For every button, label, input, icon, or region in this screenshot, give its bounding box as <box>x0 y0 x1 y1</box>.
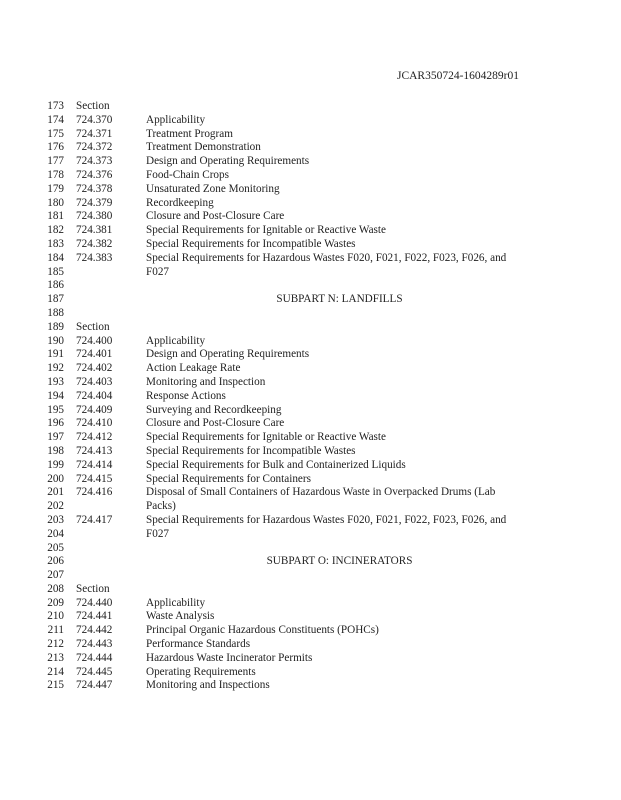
line-number: 197 <box>47 431 64 444</box>
section-title: Treatment Demonstration <box>146 141 261 154</box>
section-title: Special Requirements for Incompatible Wastes <box>146 444 356 457</box>
text-line <box>0 362 621 376</box>
section-title: Food-Chain Crops <box>146 168 229 181</box>
line-number: 209 <box>47 596 64 609</box>
line-number: 207 <box>47 569 64 582</box>
line-number: 186 <box>47 279 64 292</box>
line-number: 175 <box>47 127 64 140</box>
text-line <box>0 500 621 514</box>
line-number: 206 <box>47 555 64 568</box>
section-title: Design and Operating Requirements <box>146 348 310 361</box>
section-title: Special Requirements for Containers <box>146 472 311 485</box>
text-line <box>0 652 621 666</box>
section-number: 724.373 <box>76 155 113 168</box>
section-number: Section <box>76 582 110 595</box>
line-number: 189 <box>47 320 64 333</box>
section-title: Recordkeeping <box>146 196 214 209</box>
text-line <box>0 555 621 569</box>
text-line <box>0 335 621 349</box>
line-number: 195 <box>47 403 64 416</box>
line-number: 173 <box>47 100 64 112</box>
section-number: 724.401 <box>76 348 113 361</box>
line-number: 212 <box>47 638 64 651</box>
section-title: Special Requirements for Bulk and Containerized Liquids <box>146 458 406 471</box>
section-number: 724.380 <box>76 210 113 223</box>
line-number: 185 <box>47 265 64 278</box>
line-number: 178 <box>47 168 64 181</box>
text-line <box>0 210 621 224</box>
section-number: 724.443 <box>76 638 113 651</box>
section-title: Response Actions <box>146 389 226 402</box>
section-number: Section <box>76 320 110 333</box>
line-number: 193 <box>47 375 64 388</box>
text-line <box>0 404 621 418</box>
text-line <box>0 307 621 321</box>
text-line <box>0 390 621 404</box>
section-title: F027 <box>146 265 170 278</box>
section-title: Special Requirements for Hazardous Wastes F020, F021, F022, F023, F026, and <box>146 251 507 264</box>
text-line <box>0 100 621 114</box>
section-number: 724.413 <box>76 444 113 457</box>
line-number: 177 <box>47 155 64 168</box>
line-number: 204 <box>47 527 64 540</box>
section-title: Special Requirements for Hazardous Wastes F020, F021, F022, F023, F026, and <box>146 513 507 526</box>
section-title: Principal Organic Hazardous Constituents (POHCs) <box>146 624 379 637</box>
section-title: Special Requirements for Ignitable or Reactive Waste <box>146 431 386 444</box>
text-line <box>0 417 621 431</box>
section-title: Special Requirements for Incompatible Wastes <box>146 237 356 250</box>
section-title: Closure and Post-Closure Care <box>146 210 285 223</box>
text-line <box>0 666 621 680</box>
text-line <box>0 348 621 362</box>
section-number: 724.447 <box>76 679 113 692</box>
line-number: 190 <box>47 334 64 347</box>
section-number: 724.409 <box>76 403 113 416</box>
line-number: 181 <box>47 210 64 223</box>
subpart-heading: SUBPART O: INCINERATORS <box>266 555 413 568</box>
section-title: Performance Standards <box>146 638 251 651</box>
line-number: 194 <box>47 389 64 402</box>
section-number: 724.442 <box>76 624 113 637</box>
text-line <box>0 197 621 211</box>
text-line <box>0 514 621 528</box>
line-number: 176 <box>47 141 64 154</box>
section-number: 724.376 <box>76 168 113 181</box>
line-number: 213 <box>47 651 64 664</box>
line-number: 187 <box>47 293 64 306</box>
line-number: 211 <box>47 624 64 637</box>
line-number: 182 <box>47 224 64 237</box>
line-number: 210 <box>47 610 64 623</box>
section-title: Design and Operating Requirements <box>146 155 310 168</box>
line-number: 174 <box>47 113 64 126</box>
section-number: 724.378 <box>76 182 113 195</box>
section-number: 724.444 <box>76 651 113 664</box>
text-line <box>0 238 621 252</box>
line-number: 184 <box>47 251 64 264</box>
section-title: Waste Analysis <box>146 610 215 623</box>
text-line <box>0 169 621 183</box>
text-line <box>0 321 621 335</box>
text-line <box>0 473 621 487</box>
text-line <box>0 293 621 307</box>
section-title: Action Leakage Rate <box>146 362 241 375</box>
text-line <box>0 624 621 638</box>
section-number: 724.416 <box>76 486 113 499</box>
text-line <box>0 542 621 556</box>
section-title: Disposal of Small Containers of Hazardous Waste in Overpacked Drums (Lab <box>146 486 496 499</box>
section-title: Closure and Post-Closure Care <box>146 417 285 430</box>
line-number: 215 <box>47 679 64 692</box>
section-title: Operating Requirements <box>146 665 256 678</box>
section-number: 724.414 <box>76 458 113 471</box>
section-number: Section <box>76 100 110 112</box>
section-number: 724.383 <box>76 251 113 264</box>
text-line <box>0 445 621 459</box>
section-title: Treatment Program <box>146 127 233 140</box>
section-number: 724.404 <box>76 389 113 402</box>
text-line <box>0 638 621 652</box>
line-number: 201 <box>47 486 64 499</box>
text-line <box>0 183 621 197</box>
section-title: F027 <box>146 527 170 540</box>
document-id: JCAR350724-1604289r01 <box>396 70 519 82</box>
line-number: 180 <box>47 196 64 209</box>
section-title: Special Requirements for Ignitable or Reactive Waste <box>146 224 386 237</box>
section-number: 724.403 <box>76 375 113 388</box>
section-number: 724.440 <box>76 596 113 609</box>
section-title: Monitoring and Inspection <box>146 375 266 388</box>
line-number: 214 <box>47 665 64 678</box>
text-line <box>0 279 621 293</box>
section-number: 724.445 <box>76 665 113 678</box>
text-line <box>0 376 621 390</box>
section-number: 724.372 <box>76 141 113 154</box>
text-line <box>0 431 621 445</box>
section-title: Hazardous Waste Incinerator Permits <box>146 651 313 664</box>
line-number: 191 <box>47 348 64 361</box>
text-line <box>0 224 621 238</box>
line-number: 192 <box>47 362 64 375</box>
text-line <box>0 679 621 693</box>
section-number: 724.441 <box>76 610 113 623</box>
subpart-heading: SUBPART N: LANDFILLS <box>276 293 403 306</box>
section-number: 724.412 <box>76 431 113 444</box>
section-title: Monitoring and Inspections <box>146 679 270 692</box>
section-title: Applicability <box>146 334 206 347</box>
section-title: Applicability <box>146 113 206 126</box>
line-number: 188 <box>47 306 64 319</box>
line-number: 202 <box>47 500 64 513</box>
text-line <box>0 141 621 155</box>
section-number: 724.410 <box>76 417 113 430</box>
section-title: Packs) <box>146 500 176 513</box>
section-number: 724.402 <box>76 362 113 375</box>
section-number: 724.415 <box>76 472 113 485</box>
text-line <box>0 528 621 542</box>
text-line <box>0 252 621 266</box>
text-line <box>0 459 621 473</box>
text-line <box>0 114 621 128</box>
line-number: 208 <box>47 582 64 595</box>
section-number: 724.417 <box>76 513 113 526</box>
text-line <box>0 128 621 142</box>
section-number: 724.382 <box>76 237 113 250</box>
text-line <box>0 155 621 169</box>
text-line <box>0 583 621 597</box>
section-number: 724.381 <box>76 224 113 237</box>
section-number: 724.400 <box>76 334 113 347</box>
line-numbered-text <box>0 100 621 693</box>
line-number: 203 <box>47 513 64 526</box>
line-number: 179 <box>47 182 64 195</box>
line-number: 200 <box>47 472 64 485</box>
line-number: 198 <box>47 444 64 457</box>
text-line <box>0 597 621 611</box>
text-line <box>0 610 621 624</box>
line-number: 205 <box>47 541 64 554</box>
section-title: Unsaturated Zone Monitoring <box>146 182 280 195</box>
line-number: 196 <box>47 417 64 430</box>
line-number: 183 <box>47 237 64 250</box>
section-title: Surveying and Recordkeeping <box>146 403 282 416</box>
line-number: 199 <box>47 458 64 471</box>
text-line <box>0 266 621 280</box>
section-number: 724.379 <box>76 196 113 209</box>
text-line <box>0 569 621 583</box>
section-number: 724.371 <box>76 127 113 140</box>
section-number: 724.370 <box>76 113 113 126</box>
text-line <box>0 486 621 500</box>
section-title: Applicability <box>146 596 206 609</box>
